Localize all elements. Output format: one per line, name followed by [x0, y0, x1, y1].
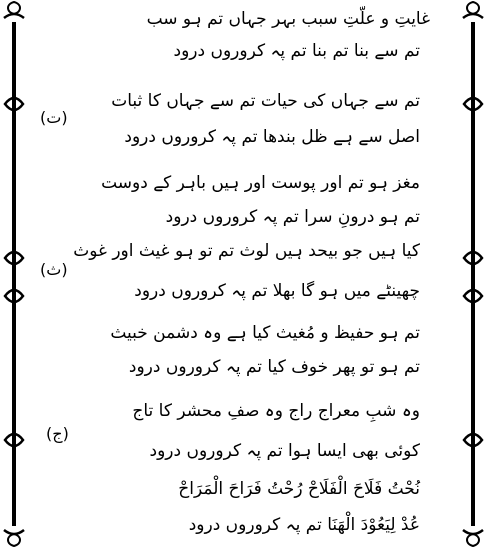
left-border-ornament-icon: [0, 0, 28, 548]
verse-line: تم سے جہاں کی حیات تم سے جہاں کا ثبات: [111, 91, 420, 111]
stanza-marker: (ت): [40, 108, 68, 127]
stanza-marker: (ث): [40, 260, 68, 279]
stanza-marker: (ج): [46, 424, 69, 443]
verse-line: عُدْ لِیَعُوْدَ الْھَنَا تم پہ کروروں درود: [188, 515, 420, 535]
left-ornamental-border: [0, 0, 28, 548]
verse-line: غایتِ و علّتِ سبب بہر جہاں تم ہو سب: [146, 9, 430, 29]
verse-line: کیا ہیں جو بیحد ہیں لوث تم تو ہو غیث اور غوث: [73, 241, 420, 261]
verse-line: چھینٹے میں ہو گا بھلا تم پہ کروروں درود: [134, 281, 420, 301]
verse-line: وہ شبِ معراج راج وہ صفِ محشر کا تاج: [132, 401, 420, 421]
verse-line: مغز ہو تم اور پوست اور ہیں باہر کے دوست: [101, 173, 420, 193]
verse-line: تم ہو درونِ سرا تم پہ کروروں درود: [165, 207, 420, 227]
verse-line: نُحْتُ فَلَاحَ الْفَلَاحْ رُحْتُ فَرَاحَ الْمَرَاحْ: [178, 479, 420, 499]
right-ornamental-border: [459, 0, 487, 548]
poem-body: [40, 0, 450, 548]
verse-line: تم سے بنا تم بنا تم پہ کروروں درود: [173, 41, 420, 61]
right-border-ornament-icon: [459, 0, 487, 548]
verse-line: تم ہو حفیظ و مُغیث کیا ہے وہ دشمن خبیث: [110, 323, 420, 343]
verse-line: تم ہو تو پھر خوف کیا تم پہ کروروں درود: [128, 357, 420, 377]
verse-line: کوئی بھی ایسا ہوا تم پہ کروروں درود: [149, 441, 420, 461]
verse-line: اصل سے ہے ظل بندھا تم پہ کروروں درود: [124, 127, 420, 147]
